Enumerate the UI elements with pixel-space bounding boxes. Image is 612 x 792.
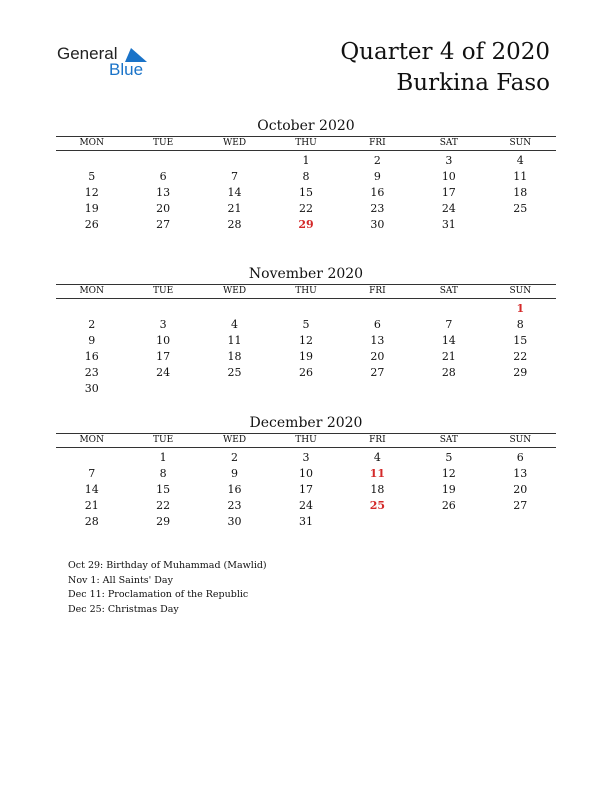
holiday-day-cell: 11	[369, 467, 386, 480]
holiday-note: Oct 29: Birthday of Muhammad (Mawlid)	[68, 560, 267, 571]
week-row	[56, 185, 556, 201]
day-cell: 24	[156, 366, 171, 379]
day-cell: 15	[156, 483, 171, 496]
page-title: Quarter 4 of 2020	[340, 39, 550, 65]
day-cell: 9	[88, 334, 96, 347]
week-row	[56, 317, 556, 333]
day-cell: 11	[227, 334, 242, 347]
day-cell: 16	[84, 350, 99, 363]
day-cell: 1	[159, 451, 167, 464]
month-grid	[56, 284, 556, 397]
day-cell: 2	[231, 451, 239, 464]
day-cell: 7	[231, 170, 239, 183]
day-cell: 25	[227, 366, 242, 379]
day-cell: 3	[445, 154, 453, 167]
weekday-header: SAT	[413, 285, 484, 299]
month-title: December 2020	[249, 415, 363, 431]
day-cell: 7	[88, 467, 96, 480]
empty-day-cell	[199, 301, 270, 317]
day-cell: 25	[513, 202, 528, 215]
month-title: November 2020	[248, 266, 364, 282]
day-cell: 3	[159, 318, 167, 331]
day-cell: 10	[298, 467, 313, 480]
day-cell: 31	[441, 218, 456, 231]
empty-day-cell	[127, 381, 198, 397]
weekday-header: SUN	[485, 285, 556, 299]
day-cell: 7	[445, 318, 453, 331]
day-cell: 20	[513, 483, 528, 496]
day-cell: 4	[231, 318, 239, 331]
day-cell: 5	[88, 170, 96, 183]
empty-day-cell	[270, 301, 341, 317]
day-cell: 17	[298, 483, 313, 496]
day-cell: 30	[84, 382, 99, 395]
day-cell: 24	[441, 202, 456, 215]
month-grid	[56, 136, 556, 233]
day-cell: 15	[513, 334, 528, 347]
day-cell: 19	[441, 483, 456, 496]
week-row	[56, 333, 556, 349]
empty-day-cell	[270, 381, 341, 397]
day-cell: 28	[84, 515, 99, 528]
day-cell: 30	[227, 515, 242, 528]
day-cell: 21	[84, 499, 99, 512]
empty-day-cell	[56, 301, 127, 317]
day-cell: 22	[156, 499, 171, 512]
week-row	[56, 153, 556, 169]
month-block	[56, 413, 556, 530]
day-cell: 6	[516, 451, 524, 464]
empty-day-cell	[199, 381, 270, 397]
week-row	[56, 381, 556, 397]
week-row	[56, 301, 556, 317]
week-row	[56, 514, 556, 530]
day-cell: 27	[370, 366, 385, 379]
week-row	[56, 466, 556, 482]
empty-day-cell	[342, 514, 413, 530]
empty-day-cell	[485, 381, 556, 397]
weekday-header: WED	[199, 285, 270, 299]
day-cell: 26	[441, 499, 456, 512]
day-cell: 22	[298, 202, 313, 215]
week-row	[56, 365, 556, 381]
week-row	[56, 169, 556, 185]
day-cell: 11	[513, 170, 528, 183]
day-cell: 23	[84, 366, 99, 379]
empty-day-cell	[56, 450, 127, 466]
empty-day-cell	[413, 301, 484, 317]
holiday-notes	[68, 559, 267, 617]
day-cell: 26	[84, 218, 99, 231]
empty-day-cell	[127, 153, 198, 169]
holiday-note: Dec 11: Proclamation of the Republic	[68, 589, 249, 600]
day-cell: 4	[373, 451, 381, 464]
day-cell: 1	[302, 154, 310, 167]
holiday-note: Dec 25: Christmas Day	[68, 603, 179, 615]
day-cell: 2	[88, 318, 96, 331]
logo-word-general: General	[57, 44, 118, 63]
day-cell: 28	[441, 366, 456, 379]
weekday-header: FRI	[342, 137, 413, 151]
week-row	[56, 349, 556, 365]
day-cell: 27	[156, 218, 171, 231]
week-row	[56, 450, 556, 466]
logo-word-blue: Blue	[109, 60, 144, 79]
weekday-header: SUN	[485, 137, 556, 151]
day-cell: 2	[373, 154, 381, 167]
day-cell: 15	[298, 186, 313, 199]
day-cell: 18	[227, 350, 242, 363]
day-cell: 13	[156, 186, 171, 199]
day-cell: 19	[84, 202, 99, 215]
day-cell: 4	[516, 154, 524, 167]
weekday-header: FRI	[342, 434, 413, 448]
weekday-header: SAT	[413, 137, 484, 151]
week-row	[56, 217, 556, 233]
day-cell: 9	[373, 170, 381, 183]
day-cell: 10	[156, 334, 171, 347]
month-block	[56, 116, 556, 233]
holiday-day-cell: 1	[516, 302, 525, 315]
day-cell: 14	[441, 334, 456, 347]
day-cell: 6	[159, 170, 167, 183]
weekday-header: FRI	[342, 285, 413, 299]
day-cell: 13	[370, 334, 385, 347]
day-cell: 5	[445, 451, 453, 464]
day-cell: 22	[513, 350, 528, 363]
holiday-day-cell: 29	[298, 218, 314, 231]
day-cell: 27	[513, 499, 528, 512]
day-cell: 5	[302, 318, 310, 331]
day-cell: 17	[156, 350, 171, 363]
day-cell: 23	[370, 202, 385, 215]
empty-day-cell	[127, 301, 198, 317]
day-cell: 20	[370, 350, 385, 363]
day-cell: 20	[156, 202, 171, 215]
page-header	[340, 37, 550, 99]
empty-day-cell	[342, 301, 413, 317]
day-cell: 13	[513, 467, 528, 480]
week-row	[56, 482, 556, 498]
weekday-header: THU	[270, 434, 341, 448]
day-cell: 3	[302, 451, 310, 464]
empty-day-cell	[56, 153, 127, 169]
day-cell: 14	[227, 186, 242, 199]
day-cell: 28	[227, 218, 242, 231]
weekday-header: MON	[56, 137, 127, 151]
month-grid	[56, 433, 556, 530]
day-cell: 31	[298, 515, 313, 528]
week-row	[56, 498, 556, 514]
week-row	[56, 201, 556, 217]
weekday-header: SAT	[413, 434, 484, 448]
day-cell: 29	[513, 366, 528, 379]
holiday-note: Nov 1: All Saints' Day	[68, 574, 173, 586]
day-cell: 16	[370, 186, 385, 199]
day-cell: 19	[298, 350, 313, 363]
day-cell: 16	[227, 483, 242, 496]
day-cell: 17	[441, 186, 456, 199]
weekday-header: WED	[199, 434, 270, 448]
weekday-header: MON	[56, 285, 127, 299]
weekday-header: THU	[270, 137, 341, 151]
weekday-header: TUE	[127, 285, 198, 299]
empty-day-cell	[342, 381, 413, 397]
month-block	[56, 264, 556, 397]
day-cell: 12	[298, 334, 313, 347]
holiday-day-cell: 25	[369, 499, 386, 512]
day-cell: 12	[84, 186, 99, 199]
empty-day-cell	[485, 217, 556, 233]
empty-day-cell	[413, 514, 484, 530]
day-cell: 21	[441, 350, 456, 363]
day-cell: 29	[156, 515, 171, 528]
day-cell: 26	[298, 366, 313, 379]
weekday-header: MON	[56, 434, 127, 448]
day-cell: 8	[516, 318, 524, 331]
day-cell: 18	[370, 483, 385, 496]
generalblue-logo	[57, 44, 157, 84]
day-cell: 30	[370, 218, 385, 231]
day-cell: 6	[373, 318, 381, 331]
weekday-header: TUE	[127, 434, 198, 448]
empty-day-cell	[413, 381, 484, 397]
country-name: Burkina Faso	[396, 70, 550, 96]
empty-day-cell	[199, 153, 270, 169]
day-cell: 18	[513, 186, 528, 199]
day-cell: 14	[84, 483, 99, 496]
day-cell: 24	[298, 499, 313, 512]
weekday-header: THU	[270, 285, 341, 299]
day-cell: 8	[302, 170, 310, 183]
weekday-header: SUN	[485, 434, 556, 448]
day-cell: 8	[159, 467, 167, 480]
weekday-header: TUE	[127, 137, 198, 151]
weekday-header: WED	[199, 137, 270, 151]
day-cell: 21	[227, 202, 242, 215]
day-cell: 23	[227, 499, 242, 512]
empty-day-cell	[485, 514, 556, 530]
day-cell: 10	[441, 170, 456, 183]
month-title: October 2020	[257, 118, 355, 134]
day-cell: 9	[231, 467, 239, 480]
day-cell: 12	[441, 467, 456, 480]
